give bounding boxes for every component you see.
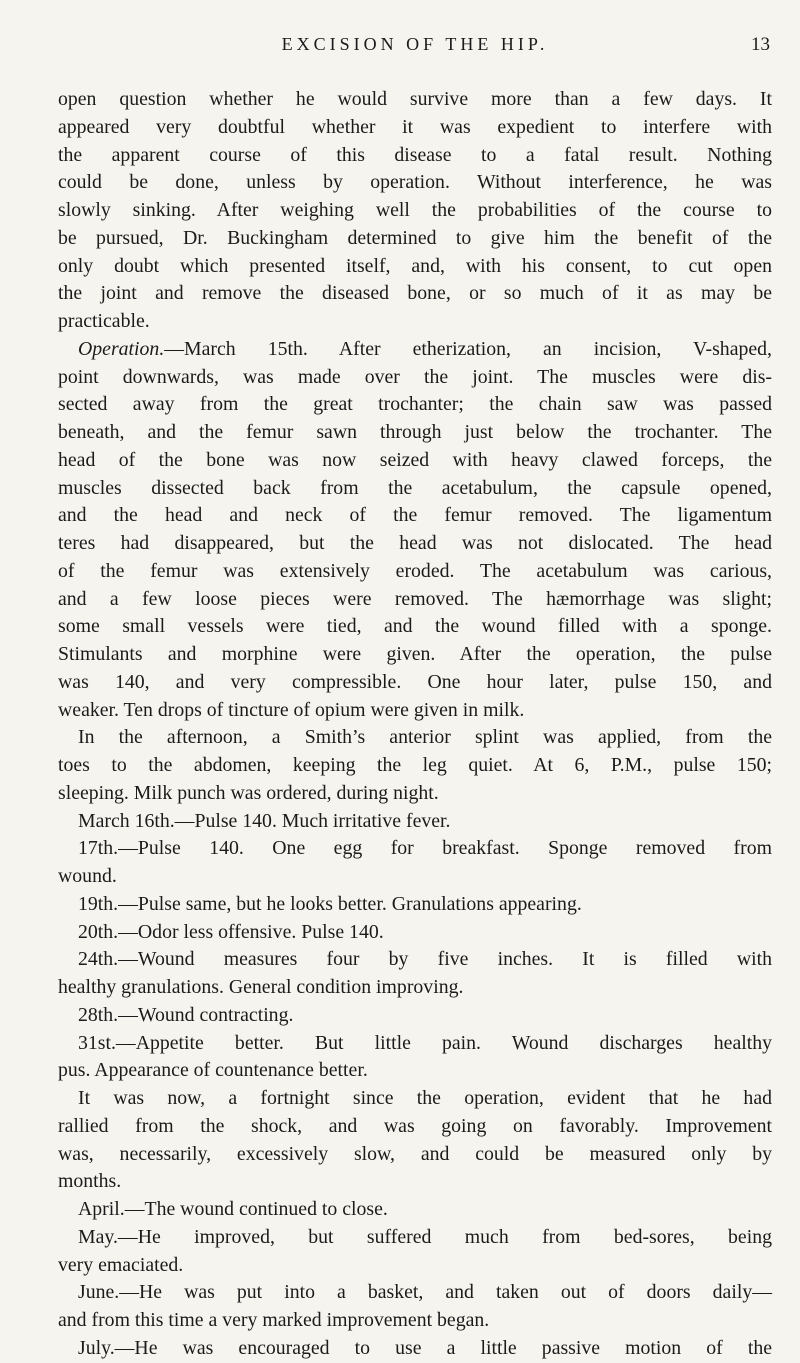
text-line: [58, 586, 772, 614]
text-line: [58, 447, 772, 475]
line-text: 28th.—Wound contracting.: [78, 1003, 294, 1026]
text-line: [58, 1196, 772, 1224]
line-text: appeared very doubtful whether it was expedient to interfere with: [58, 115, 772, 138]
line-text: could be done, unless by operation. Without interference, he was: [58, 171, 772, 194]
line-text: 24th.—Wound measures four by five inches. It is filled with: [78, 948, 772, 971]
line-text: the apparent course of this disease to a fatal result. Nothing: [58, 143, 772, 166]
page-number: 13: [751, 34, 770, 55]
line-text: open question whether he would survive more than a few days. It: [58, 88, 772, 110]
line-text: head of the bone was now seized with heavy clawed forceps, the: [58, 448, 772, 471]
text-line: [58, 308, 772, 336]
text-line: [58, 419, 772, 447]
line-text: March 16th.—Pulse 140. Much irritative fever.: [78, 809, 451, 832]
line-text: rallied from the shock, and was going on favorably. Improvement: [58, 1114, 772, 1137]
line-text: some small vessels were tied, and the wound filled with a sponge.: [58, 615, 772, 638]
line-text: 17th.—Pulse 140. One egg for breakfast. Sponge removed from: [78, 837, 772, 860]
line-text: It was now, a fortnight since the operation, evident that he had: [78, 1087, 772, 1109]
text-line: [58, 835, 772, 863]
text-line: [58, 669, 772, 697]
text-line: [58, 946, 772, 974]
text-line: [58, 197, 772, 225]
line-text: June.—He was put into a basket, and taken out of doors daily—: [78, 1281, 772, 1304]
line-text: practicable.: [58, 310, 150, 332]
text-line: [58, 613, 772, 641]
text-line: [58, 1252, 772, 1280]
text-line: [58, 530, 772, 558]
line-text: very emaciated.: [58, 1253, 184, 1276]
text-line: [58, 1168, 772, 1196]
line-text: the joint and remove the diseased bone, or so much of it as may be: [58, 282, 772, 305]
line-text: —March 15th. After etherization, an incision, V-shaped,: [164, 337, 772, 360]
line-text: of the femur was extensively eroded. The acetabulum was carious,: [58, 559, 772, 582]
italic-heading: Operation.: [78, 337, 165, 360]
line-text: slowly sinking. After weighing well the probabilities of the course to: [58, 199, 772, 221]
text-line: [58, 169, 772, 197]
line-text: and the head and neck of the femur removed. The ligamentum: [58, 504, 772, 527]
text-line: [58, 697, 772, 725]
line-text: beneath, and the femur sawn through just below the trochanter. The: [58, 421, 772, 443]
text-line: [58, 475, 772, 503]
text-line: [58, 808, 772, 836]
text-line: [58, 1279, 772, 1307]
text-line: [58, 1307, 772, 1335]
line-text: and a few loose pieces were removed. The hæmorrhage was slight;: [58, 587, 772, 610]
text-line: [58, 641, 772, 669]
line-text: point downwards, was made over the joint. The muscles were dis-: [58, 365, 772, 388]
text-line: [58, 336, 772, 364]
line-text: weaker. Ten drops of tincture of opium were given in milk.: [58, 698, 525, 721]
text-line: [58, 364, 772, 392]
text-line: [58, 974, 772, 1002]
body-text: [58, 86, 772, 1363]
line-text: sleeping. Milk punch was ordered, during night.: [58, 781, 439, 804]
line-text: 19th.—Pulse same, but he looks better. Granulations appearing.: [78, 892, 582, 915]
line-text: 20th.—Odor less offensive. Pulse 140.: [78, 920, 384, 943]
running-head: [60, 34, 770, 60]
text-line: [58, 1002, 772, 1030]
line-text: In the afternoon, a Smith’s anterior splint was applied, from the: [78, 726, 772, 749]
text-line: [58, 1057, 772, 1085]
text-line: [58, 253, 772, 281]
line-text: Stimulants and morphine were given. After the operation, the pulse: [58, 643, 772, 665]
line-text: toes to the abdomen, keeping the leg quiet. At 6, P.M., pulse 150;: [58, 754, 772, 776]
text-line: [58, 752, 772, 780]
line-text: teres had disappeared, but the head was not dislocated. The head: [58, 532, 772, 554]
line-text: pus. Appearance of countenance better.: [58, 1059, 368, 1082]
line-text: healthy granulations. General condition improving.: [58, 976, 464, 998]
text-line: [58, 225, 772, 253]
running-title: EXCISION OF THE HIP.: [281, 34, 549, 54]
text-line: [58, 502, 772, 530]
text-line: [58, 919, 772, 947]
text-line: [58, 280, 772, 308]
text-line: [58, 1141, 772, 1169]
line-text: was, necessarily, excessively slow, and could be measured only by: [58, 1142, 772, 1165]
text-line: [58, 1335, 772, 1363]
text-line: [58, 142, 772, 170]
text-line: [58, 86, 772, 114]
line-text: wound.: [58, 865, 117, 887]
text-line: [58, 1113, 772, 1141]
text-line: [58, 391, 772, 419]
text-line: [58, 114, 772, 142]
text-line: [58, 1030, 772, 1058]
line-text: be pursued, Dr. Buckingham determined to give him the benefit of the: [58, 226, 772, 249]
text-line: [58, 863, 772, 891]
line-text: muscles dissected back from the acetabulum, the capsule opened,: [58, 476, 772, 499]
line-text: and from this time a very marked improvement began.: [58, 1309, 490, 1331]
text-line: [58, 780, 772, 808]
line-text: months.: [58, 1170, 122, 1193]
text-line: [58, 891, 772, 919]
line-text: April.—The wound continued to close.: [78, 1198, 388, 1220]
line-text: May.—He improved, but suffered much from bed-sores, being: [78, 1225, 772, 1248]
line-text: only doubt which presented itself, and, with his consent, to cut open: [58, 254, 772, 277]
line-text: was 140, and very compressible. One hour later, pulse 150, and: [58, 670, 772, 693]
line-text: 31st.—Appetite better. But little pain. Wound discharges healthy: [78, 1031, 772, 1054]
text-line: [58, 1085, 772, 1113]
line-text: July.—He was encouraged to use a little passive motion of the: [78, 1336, 772, 1359]
text-line: [58, 1224, 772, 1252]
line-text: sected away from the great trochanter; the chain saw was passed: [58, 393, 772, 416]
text-line: [58, 558, 772, 586]
text-line: [58, 724, 772, 752]
